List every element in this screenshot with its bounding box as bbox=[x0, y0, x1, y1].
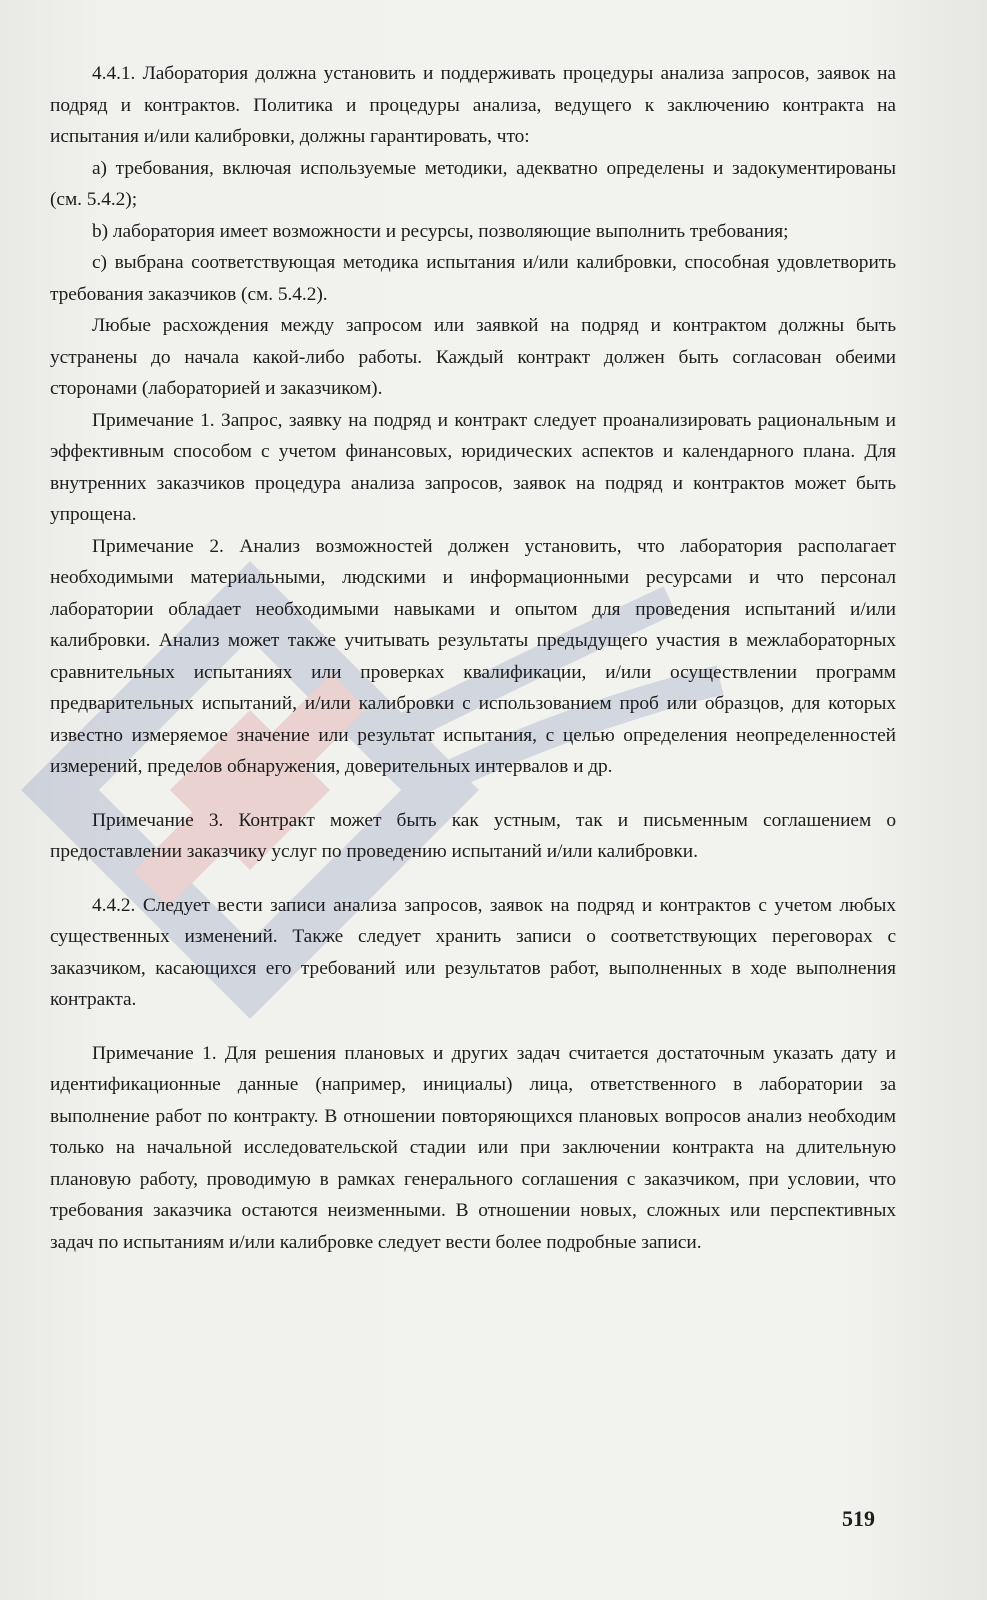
note-2: Примечание 2. Анализ возможностей должен установить, что лаборатория располагает необходимыми материальными, людскими и информационными ресурсами и что персонал лаборатории обладает необходимыми навыками и опытом для проведения испытаний и/или калибровки. Анализ может также учитывать результаты предыдущего участия в межлабораторных сравнительных испытаниях или проверках квалификации, и/или осуществлении программ предварительных испытаний, и/или калибровки с использованием проб или образцов, для которых известно измеряемое значение или результат испытания, с целью определения неопределенностей измерений, пределов обнаружения, доверительных интервалов и др. bbox=[50, 535, 896, 777]
paragraph-4-4-1: 4.4.1. Лаборатория должна установить и поддерживать процедуры анализа запросов, заявок на подряд и контрактов. Политика и процедуры анализа, ведущего к заключению контракта на испытания и/или калибровки, должны гарантировать, что: bbox=[50, 63, 896, 147]
note-1-4-4-2: Примечание 1. Для решения плановых и других задач считается достаточным указать дату и идентификационные данные (например, инициалы) лица, ответственного в лаборатории за выполнение работ по контракту. В отношении повторяющихся плановых вопросов анализ необходим только на начальной исследовательской стадии или при заключении контракта на длительную плановую работу, проводимую в рамках генерального соглашения с заказчиком, при условии, что требования заказчика остаются неизменными. В отношении новых, сложных или перспективных задач по испытаниям и/или калибровке следует вести более подробные записи. bbox=[50, 1042, 896, 1253]
list-item-c: c) выбрана соответствующая методика испытания и/или калибровки, способная удовлетворить требования заказчиков (см. 5.4.2). bbox=[50, 252, 896, 305]
paragraph-discrepancies: Любые расхождения между запросом или заявкой на подряд и контрактом должны быть устранены до начала какой-либо работы. Каждый контракт должен быть согласован обеими сторонами (лабораторией и заказчиком). bbox=[50, 315, 896, 399]
paragraph-4-4-2: 4.4.2. Следует вести записи анализа запросов, заявок на подряд и контрактов с учетом любых существенных изменений. Также следует хранить записи о соответствующих переговорах с заказчиком, касающихся его требований или результатов работ, выполненных в ходе выполнения контракта. bbox=[50, 894, 896, 1010]
note-3: Примечание 3. Контракт может быть как устным, так и письменным соглашением о предоставлении заказчику услуг по проведению испытаний и/или калибровки. bbox=[50, 809, 896, 862]
document-body bbox=[50, 58, 896, 1258]
list-item-a: а) требования, включая используемые методики, адекватно определены и задокументированы (см. 5.4.2); bbox=[50, 157, 896, 210]
list-item-b: b) лаборатория имеет возможности и ресурсы, позволяющие выполнить требования; bbox=[92, 220, 789, 242]
page-number: 519 bbox=[842, 1506, 875, 1531]
note-1: Примечание 1. Запрос, заявку на подряд и контракт следует проанализировать рациональным и эффективным способом с учетом финансовых, юридических аспектов и календарного плана. Для внутренних заказчиков процедура анализа запросов, заявок на подряд и контрактов может быть упрощена. bbox=[50, 409, 896, 525]
